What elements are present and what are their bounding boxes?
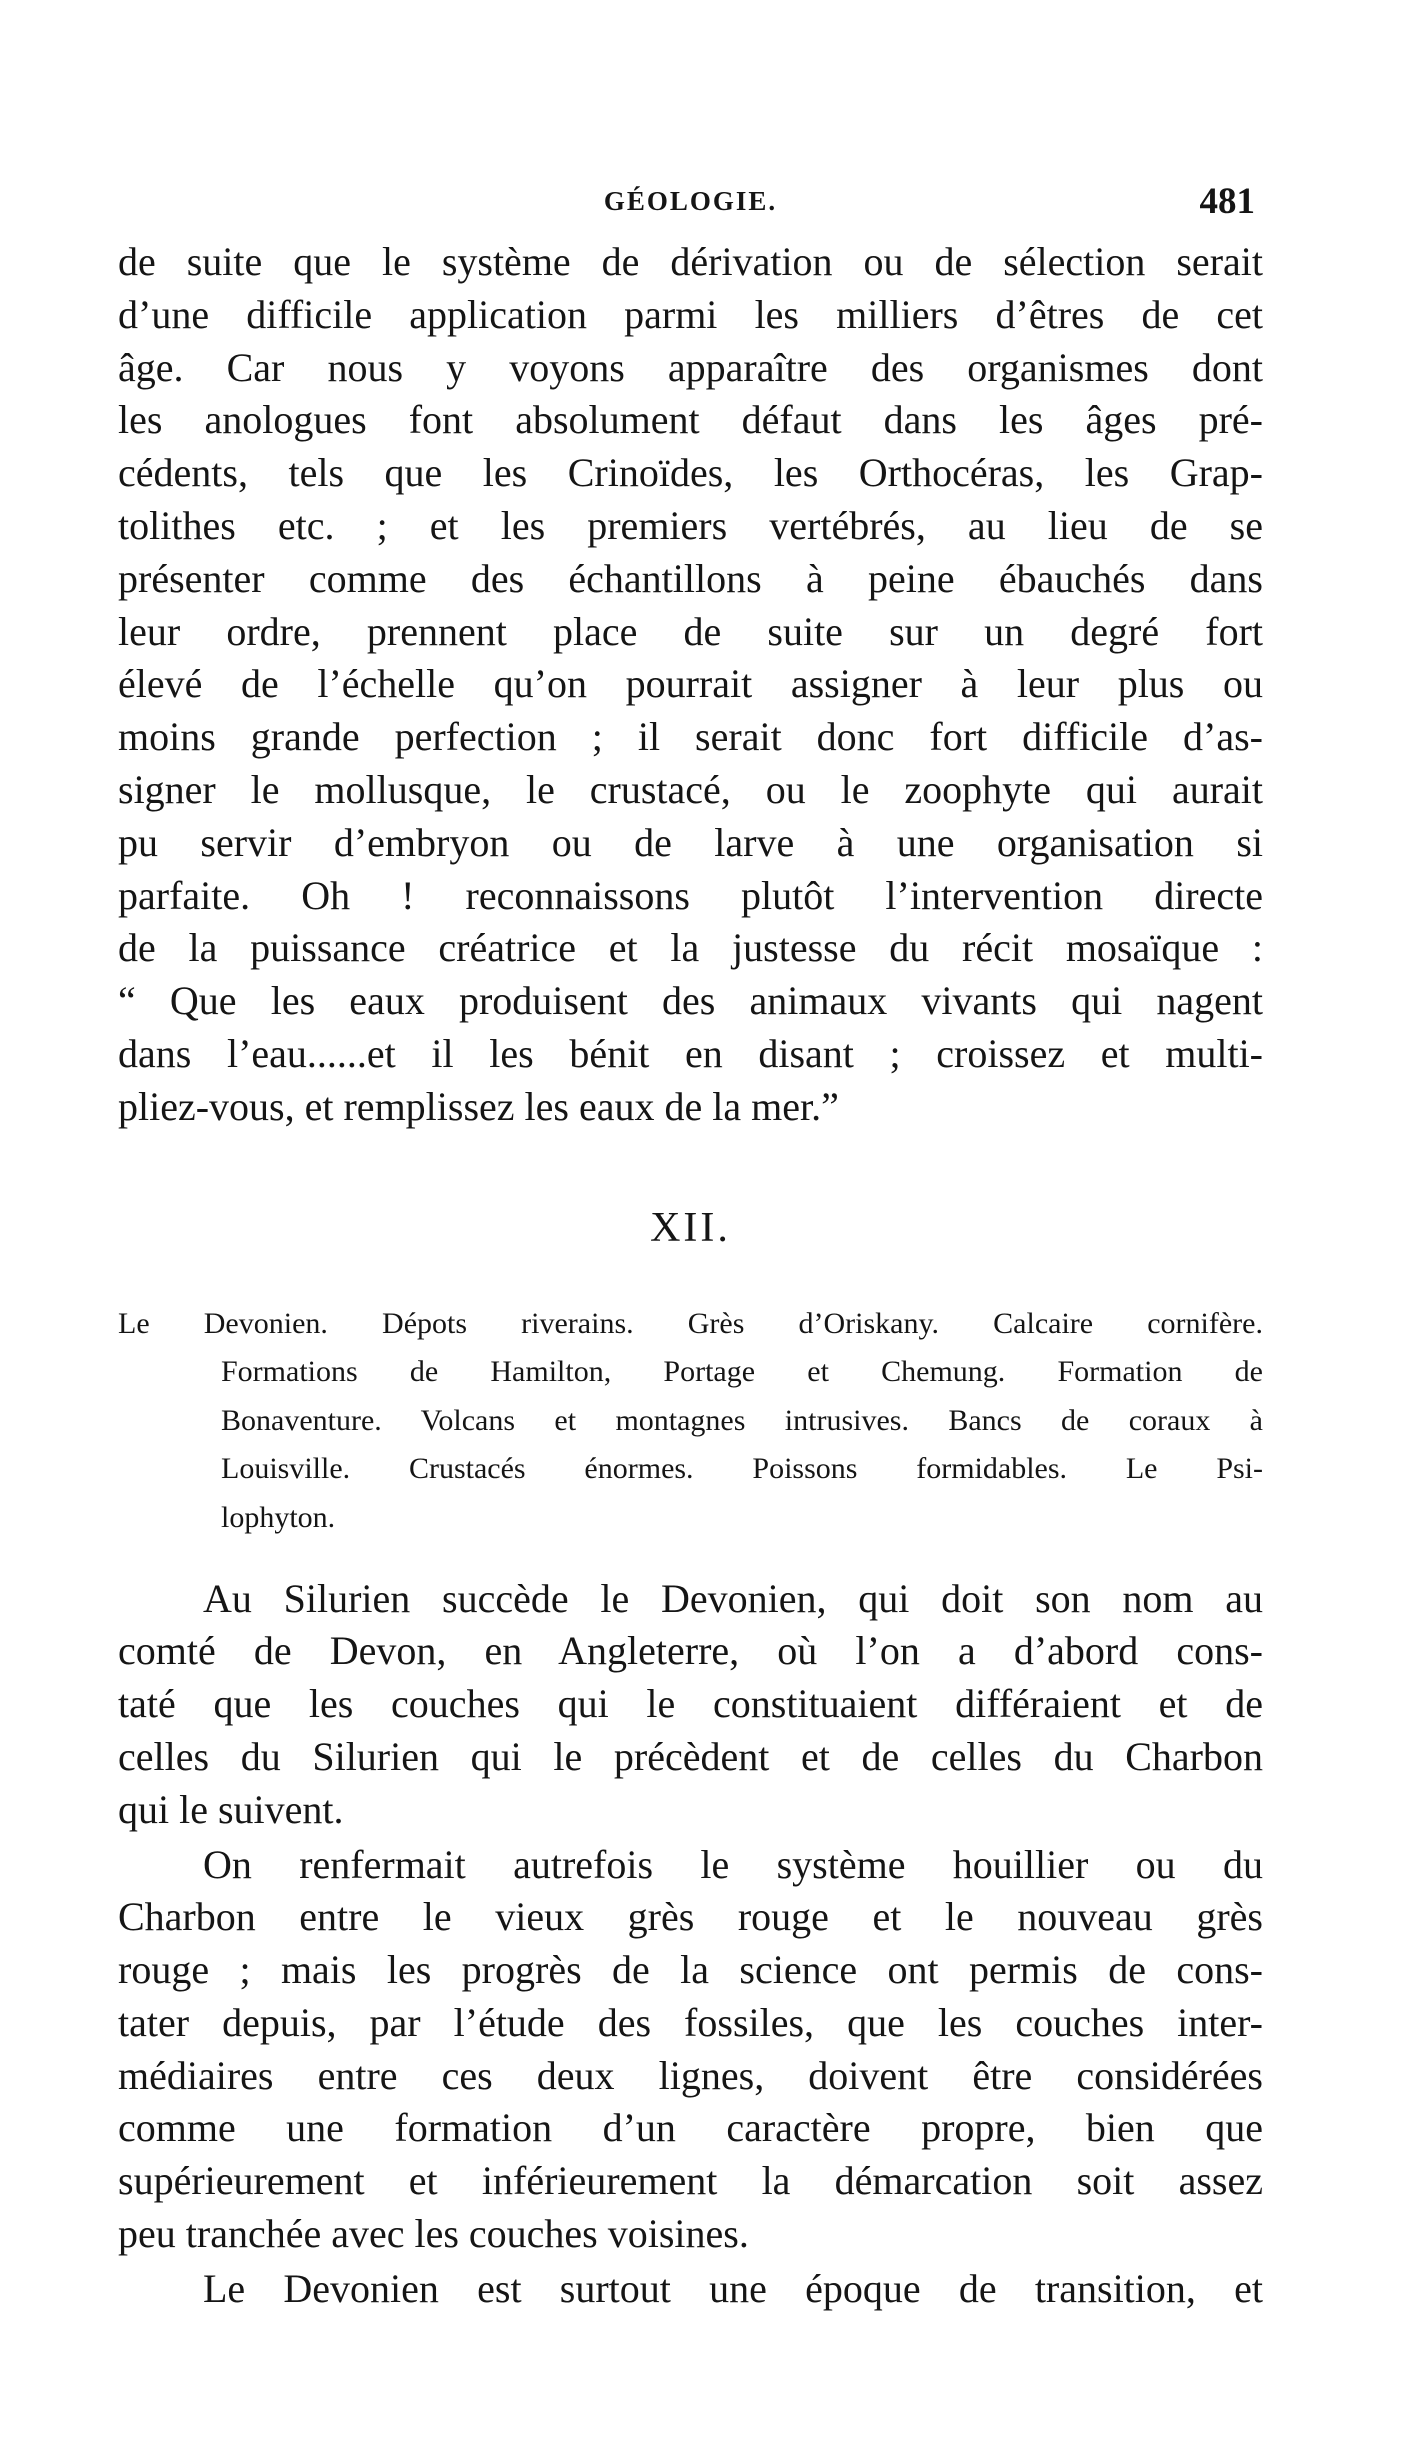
summary-line: Bonaventure. Volcans et montagnes intrusives. Bancs de coraux à bbox=[221, 1403, 1263, 1437]
text-line: dans l’eau......et il les bénit en disant ; croissez et multi- bbox=[118, 1030, 1263, 1076]
text-line: de la puissance créatrice et la justesse du récit mosaïque : bbox=[118, 925, 1263, 971]
text-line: de suite que le système de dérivation ou de sélection serait bbox=[118, 239, 1263, 284]
text-line: parfaite. Oh ! reconnaissons plutôt l’intervention directe bbox=[118, 872, 1263, 918]
text-line: âge. Car nous y voyons apparaître des organismes dont bbox=[118, 344, 1263, 390]
book-page bbox=[118, 180, 1263, 2316]
text-line: médiaires entre ces deux lignes, doivent être considérées bbox=[118, 2052, 1263, 2098]
text-line: Le Devonien est surtout une époque de transition, et bbox=[203, 2265, 1263, 2311]
paragraph-1 bbox=[118, 236, 1263, 1134]
text-line: cédents, tels que les Crinoïdes, les Orthocéras, les Grap- bbox=[118, 450, 1263, 496]
text-line: peu tranchée avec les couches voisines. bbox=[118, 2211, 749, 2257]
text-line: celles du Silurien qui le précèdent et de celles du Charbon bbox=[118, 1733, 1263, 1779]
text-line: tater depuis, par l’étude des fossiles, que les couches inter- bbox=[118, 1999, 1263, 2045]
running-title: GÉOLOGIE. bbox=[603, 186, 778, 216]
text-line: taté que les couches qui le constituaient différaient et de bbox=[118, 1681, 1263, 1727]
text-line: signer le mollusque, le crustacé, ou le zoophyte qui aurait bbox=[118, 766, 1263, 812]
text-line: Au Silurien succède le Devonien, qui doit son nom au bbox=[203, 1575, 1263, 1621]
running-head bbox=[118, 180, 1263, 236]
text-line: les anologues font absolument défaut dans les âges pré- bbox=[118, 397, 1263, 443]
text-line: comté de Devon, en Angleterre, où l’on a d’abord cons- bbox=[118, 1628, 1263, 1674]
paragraph-2 bbox=[118, 1573, 1263, 1837]
text-line: moins grande perfection ; il serait donc fort difficile d’as- bbox=[118, 714, 1263, 760]
summary-line: Formations de Hamilton, Portage et Chemung. Formation de bbox=[221, 1355, 1263, 1389]
paragraph-4 bbox=[118, 2263, 1263, 2316]
page-number: 481 bbox=[1199, 181, 1255, 222]
text-line: pu servir d’embryon ou de larve à une organisation si bbox=[118, 819, 1263, 865]
text-line: d’une difficile application parmi les milliers d’êtres de cet bbox=[118, 291, 1263, 337]
text-line: comme une formation d’un caractère propre, bien que bbox=[118, 2105, 1263, 2151]
summary-line: Louisville. Crustacés énormes. Poissons formidables. Le Psi- bbox=[221, 1452, 1263, 1486]
text-line: “ Que les eaux produisent des animaux vivants qui nagent bbox=[118, 978, 1263, 1024]
text-line: supérieurement et inférieurement la démarcation soit assez bbox=[118, 2158, 1263, 2204]
text-line: qui le suivent. bbox=[118, 1786, 344, 1832]
text-line: présenter comme des échantillons à peine ébauchés dans bbox=[118, 555, 1263, 601]
summary-line: lophyton. bbox=[221, 1500, 336, 1534]
text-line: tolithes etc. ; et les premiers vertébrés, au lieu de se bbox=[118, 502, 1263, 548]
text-line: pliez-vous, et remplissez les eaux de la mer.” bbox=[118, 1083, 839, 1129]
text-line: leur ordre, prennent place de suite sur un degré fort bbox=[118, 608, 1263, 654]
text-line: rouge ; mais les progrès de la science ont permis de cons- bbox=[118, 1947, 1263, 1993]
section-heading: XII. bbox=[650, 1204, 731, 1251]
text-line: élevé de l’échelle qu’on pourrait assigner à leur plus ou bbox=[118, 661, 1263, 707]
paragraph-3 bbox=[118, 1839, 1263, 2261]
section-summary bbox=[118, 1300, 1263, 1543]
text-line: Charbon entre le vieux grès rouge et le nouveau grès bbox=[118, 1894, 1263, 1940]
text-line: On renfermait autrefois le système houillier ou du bbox=[203, 1841, 1263, 1887]
summary-line: Le Devonien. Dépots riverains. Grès d’Oriskany. Calcaire cornifère. bbox=[118, 1306, 1263, 1340]
